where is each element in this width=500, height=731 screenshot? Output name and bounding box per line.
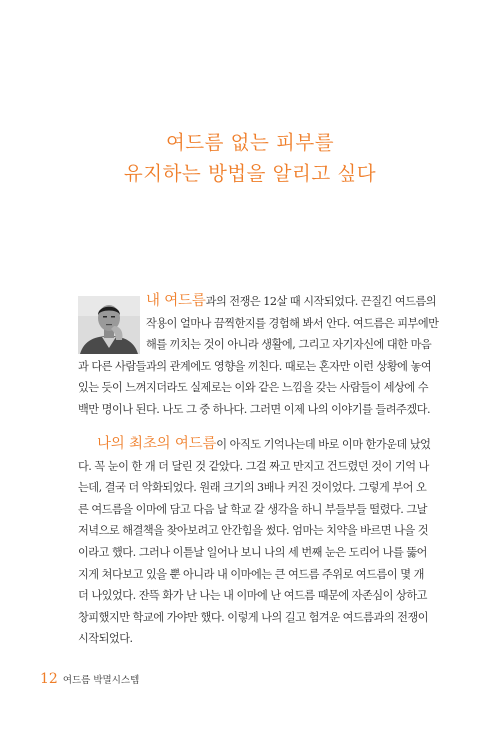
paragraph-1-line: 작용이 얼마나 끔찍한지를 경험해 봐서 안다. 여드름은 피부에만 xyxy=(146,316,439,330)
paragraph-1-line: 백만 명이나 된다. 나도 그 중 하나다. 그러면 이제 나의 이야기를 들려주겠다. xyxy=(78,402,431,416)
paragraph-2-line: 더 나있었다. 잔뜩 화가 난 나는 내 이마에 난 여드름 때문에 자존심이 상하고 xyxy=(78,589,427,603)
paragraph-2-line: 시작되었다. xyxy=(78,632,133,646)
paragraph-1-line: 해를 끼치는 것이 아니라 생활에, 그리고 자기자신에 대한 마음 xyxy=(146,338,432,352)
paragraph-2-line: 저녁으로 해결책을 찾아보려고 안간힘을 썼다. 엄마는 치약을 바르면 나을 것 xyxy=(78,524,429,538)
paragraph-2-line: 른 여드름을 이마에 담고 다음 날 학교 갈 생각을 하니 부들부들 떨렸다. 그날 xyxy=(78,502,427,516)
chapter-title-line-2: 유지하는 방법을 알리고 싶다 xyxy=(123,162,377,185)
paragraph-2-text: 이 아직도 기억나는데 바로 이마 한가운데 났었 xyxy=(216,438,431,451)
chapter-title xyxy=(0,127,500,189)
paragraph-2-line: 는데, 결국 더 악화되었다. 원래 크기의 3배나 커진 것이었다. 그렇게 부어 오 xyxy=(78,481,427,495)
paragraph-2-lead: 나의 최초의 여드름 xyxy=(97,436,217,452)
paragraph-2-line: 지게 쳐다보고 있을 뿐 아니라 내 이마에는 큰 여드름 주위로 여드름이 몇 개 xyxy=(78,567,424,581)
running-book-title: 여드름 박멸시스템 xyxy=(62,675,140,686)
chapter-title-line-1: 여드름 없는 피부를 xyxy=(165,131,335,154)
paragraph-1-lead: 내 여드름 xyxy=(146,293,206,309)
paragraph-1-line: 과 다른 사람들과의 관계에도 영향을 끼친다. 때로는 혼자만 이런 상황에 놓여 xyxy=(78,359,432,373)
paragraph-1-text: 과의 전쟁은 12살 때 시작되었다. 끈질긴 여드름의 xyxy=(205,295,437,308)
paragraph-2-line xyxy=(78,434,431,456)
paragraph-2-line: 이라고 했다. 그러나 이튿날 일어나 보니 나의 세 번째 눈은 도리어 나를 뚫어 xyxy=(78,545,427,559)
paragraph-2 xyxy=(78,434,431,650)
paragraph-1-line xyxy=(78,291,437,313)
page-number: 12 xyxy=(40,671,58,687)
paragraph-2-line: 창피했지만 학교에 가야만 했다. 이렇게 나의 길고 험겨운 여드름과의 전쟁이 xyxy=(78,610,429,624)
paragraph-1-line: 있는 듯이 느껴지더라도 실제로는 이와 같은 느낌을 갖는 사람들이 세상에 수 xyxy=(78,381,429,395)
page-footer xyxy=(40,668,139,687)
paragraph-2-line: 다. 꼭 눈이 한 개 더 달린 것 같았다. 그걸 짜고 만지고 건드렸던 것이 기억 나 xyxy=(78,459,429,473)
paragraph-1 xyxy=(78,291,439,421)
